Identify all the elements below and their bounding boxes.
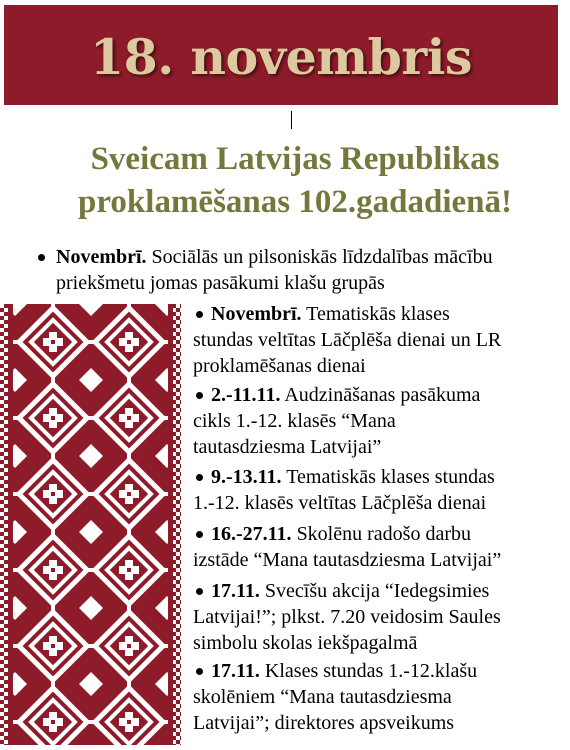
item-text: Tematiskās klases stundas	[281, 466, 495, 488]
item-date: Novembrī.	[211, 303, 302, 325]
item-text: Sociālās un pilsoniskās līdzdalības mācību	[146, 246, 493, 268]
item-text: proklamēšanas dienai	[193, 355, 366, 377]
item-date: 17.11.	[211, 580, 260, 602]
latvian-ornament-pattern	[0, 304, 183, 745]
list-item	[193, 658, 477, 736]
item-text: skolēniem “Mana tautasdziesma	[193, 686, 452, 708]
headline-line-1: Sveicam Latvijas Republikas	[90, 141, 500, 177]
item-text: Audzināšanas pasākuma	[280, 384, 481, 406]
list-item	[56, 244, 493, 296]
item-text: Svecīšu akcija “Iedegsimies	[259, 580, 490, 602]
item-text: 1.-12. klasēs veltītas Lāčplēša dienai	[193, 492, 487, 514]
item-text: Klases stundas 1.-12.klašu	[259, 660, 478, 682]
item-text: stundas veltītas Lāčplēša dienai un LR	[193, 329, 502, 351]
headline-line-2: proklamēšanas 102.gadadienā!	[78, 184, 512, 220]
ornament-svg	[0, 304, 183, 745]
bullet-icon	[38, 254, 45, 261]
item-text: Tematiskās klases	[301, 303, 450, 325]
item-text: cikls 1.-12. klasēs “Mana	[193, 410, 396, 432]
list-item	[193, 464, 495, 516]
headline	[0, 138, 570, 224]
text-cursor	[291, 111, 292, 129]
item-date: 2.-11.11.	[211, 384, 281, 406]
banner-title: 18. novembris	[90, 28, 472, 86]
item-date: 9.-13.11.	[211, 466, 282, 488]
item-text: priekšmetu jomas pasākumi klašu grupās	[56, 272, 385, 294]
list-item	[193, 382, 480, 460]
list-item	[193, 301, 501, 379]
item-date: Novembrī.	[56, 246, 147, 268]
item-text: Latvijai”; direktores apsveikums	[193, 712, 455, 734]
item-text: Latvijai!”; plkst. 7.20 veidosim Saules	[193, 606, 501, 628]
item-text: tautasdziesma Latvijai”	[193, 436, 382, 458]
item-date: 17.11.	[211, 660, 260, 682]
title-banner	[4, 5, 558, 105]
item-text: Skolēnu radošo darbu	[291, 523, 471, 545]
list-item	[193, 521, 501, 573]
item-text: simbolu skolas iekšpagalmā	[193, 632, 418, 654]
list-item	[193, 578, 501, 656]
item-text: izstāde “Mana tautasdziesma Latvijai”	[193, 549, 502, 571]
item-date: 16.-27.11.	[211, 523, 292, 545]
